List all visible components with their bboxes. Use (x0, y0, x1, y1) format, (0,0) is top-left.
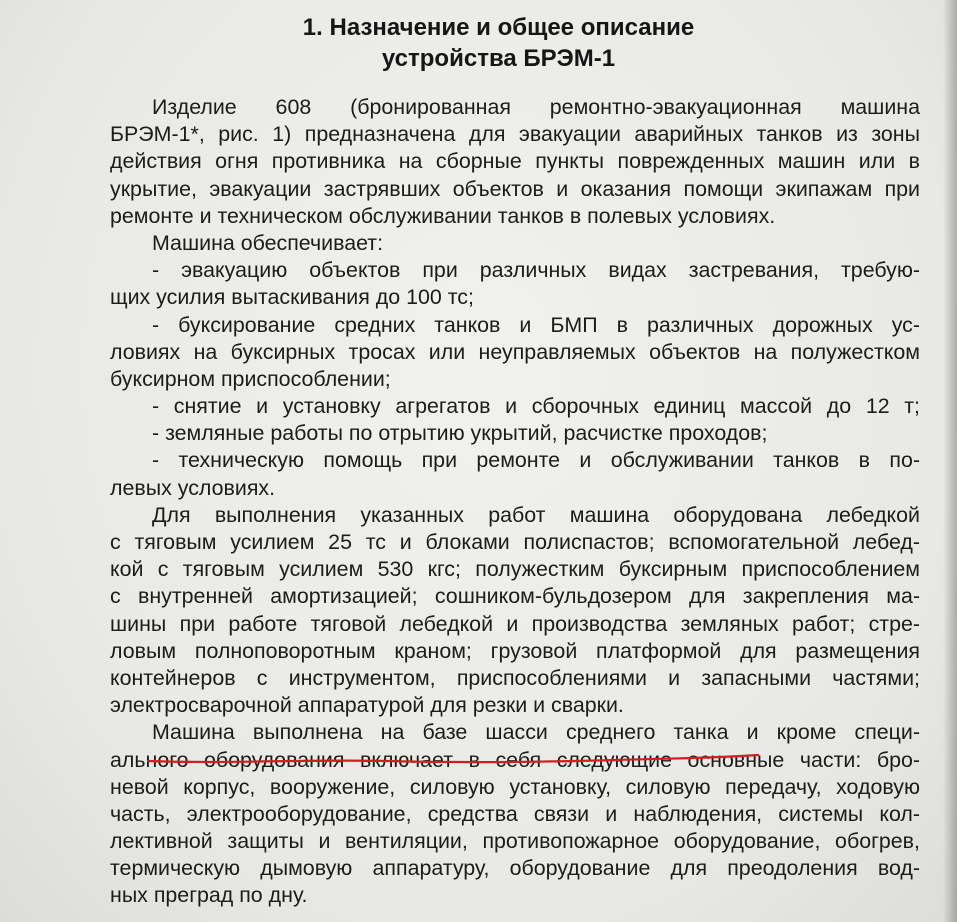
text-line: невой корпус, вооружение, силовую установку, силовую передачу, ходовую (110, 774, 920, 799)
text-line: ных преград по дну. (110, 883, 308, 908)
text-line: ального оборудования включает в себя следующие основные части: бро- (110, 747, 920, 772)
page-shadow-edge (943, 0, 957, 922)
section-heading-line-1: 1. Назначение и общее описание (302, 14, 695, 41)
text-line: с тяговым усилием 25 тс и блоками полиспастов; вспомогательной лебед- (110, 530, 920, 554)
text-line: Машина обеспечивает: (152, 230, 384, 255)
text-line: ловым полноповоротным краном; грузовой платформой для размещения (110, 638, 920, 663)
text-line: левых условиях. (110, 475, 276, 500)
text-line: термическую дымовую аппаратуру, оборудование для преодоления вод- (110, 856, 920, 881)
text-line: Машина выполнена на базе шасси среднего танка и кроме специ- (152, 720, 920, 745)
text-line: буксирном приспособлении; (110, 366, 391, 391)
text-line: - техническую помощь при ремонте и обслуживании танков в по- (152, 448, 920, 473)
text-line: кой с тяговым усилием 530 кгс; полужестким буксирным приспособлением (110, 557, 920, 582)
section-heading-line-2: устройства БРЭМ-1 (381, 45, 616, 72)
text-line: укрытие, эвакуации застрявших объектов и оказания помощи экипажам при (110, 176, 920, 201)
text-line: - земляные работы по отрытию укрытий, расчистке проходов; (152, 421, 768, 446)
text-line: часть, электрооборудование, средства связи и наблюдения, системы кол- (110, 801, 920, 826)
text-line: с внутренней амортизацией; сошником-бульдозером для закрепления ма- (110, 584, 920, 609)
text-line: - буксирование средних танков и БМП в различных дорожных ус- (152, 312, 920, 337)
text-line: щих усилия вытаскивания до 100 тс; (110, 285, 474, 310)
text-line: ремонте и техническом обслуживании танков в полевых условиях. (110, 203, 776, 228)
text-line: шины при работе тяговой лебедкой и производства земляных работ; стре- (110, 611, 920, 636)
body-text (110, 94, 920, 910)
text-line: электросварочной аппаратурой для резки и сварки. (110, 693, 624, 718)
text-line: действия огня противника на сборные пункты поврежденных машин или в (110, 149, 920, 174)
text-line: контейнеров с инструментом, приспособлениями и запасными частями; (110, 665, 920, 690)
text-line: - снятие и установку агрегатов и сборочных единиц массой до 12 т; (152, 394, 920, 419)
text-line: лективной защиты и вентиляции, противопожарное оборудование, обогрев, (110, 829, 920, 854)
text-line: Для выполнения указанных работ машина оборудована лебедкой (152, 502, 920, 527)
text-line: Изделие 608 (бронированная ремонтно-эвакуационная машина (152, 95, 920, 119)
text-line: - эвакуацию объектов при различных видах застревания, требую- (152, 258, 920, 283)
text-line: БРЭМ-1*, рис. 1) предназначена для эвакуации аварийных танков из зоны (110, 122, 920, 147)
text-line: ловиях на буксирных тросах или неуправляемых объектов на полужестком (110, 339, 920, 364)
